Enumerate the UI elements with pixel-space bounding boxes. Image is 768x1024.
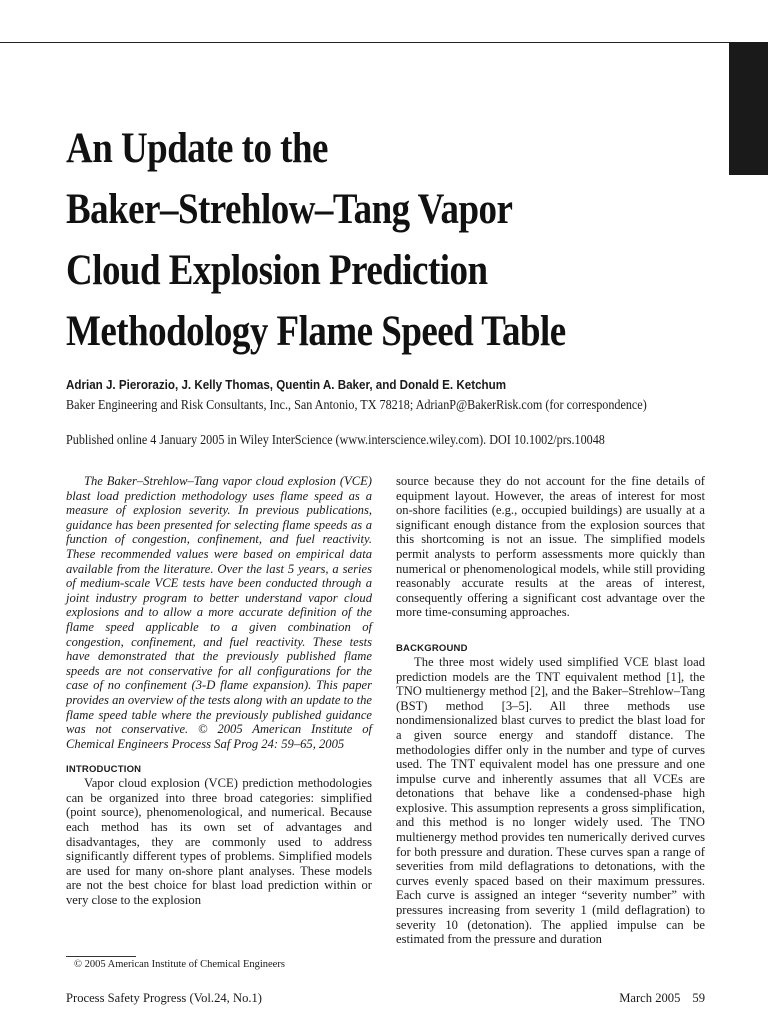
issue-date: March 2005 bbox=[619, 991, 681, 1005]
background-heading: BACKGROUND bbox=[396, 642, 468, 654]
left-column bbox=[66, 474, 372, 908]
section-tab bbox=[729, 42, 768, 175]
top-rule bbox=[0, 42, 729, 43]
background-text: The three most widely used simplified VCE blast load prediction models are the TNT equivalent method [1], the TNO multienergy method [2], and the Baker–Strehlow–Tang (BST) method [3–5]. All three methods use nondimensionalized blast curves to predict the blast load for a given source energy and standoff distance. The methodologies differ only in the number and type of curves used. The TNT equivalent model has one pressure and one impulse curve and inherently assumes that all VCEs are detonations that behave like a condensed-phase high explosive. This assumption represents a gross simplification, and this method is no longer widely used. The TNO multienergy method provides ten numerically derived curves for both pressure and duration. These curves span a range of severities from mild deflagrations to detonations, with the curves evenly spaced based on their maximum pressures. Each curve is assigned an integer “severity number” with pressures increasing from severity 1 (mild deflagration) to severity 10 (detonation). The applied impulse can be estimated from the pressure and duration bbox=[396, 654, 705, 947]
introduction-heading: INTRODUCTION bbox=[66, 764, 142, 776]
introduction-continued: source because they do not account for the fine details of equipment layout. However, the areas of interest for most on-shore facilities (e.g., occupied buildings) are usually at a significant enough distance from the explosion sources that this shortcoming is not an issue. The simplified models permit analysts to perform assessments more quickly than numerical or phenomenological models, while still providing reasonably accurate results at the areas of interest, consequently offering a significant cost advantage over the more time-consuming approaches. bbox=[396, 474, 705, 620]
author-list: Adrian J. Pierorazio, J. Kelly Thomas, Quentin A. Baker, and Donald E. Ketchum bbox=[66, 377, 507, 392]
copyright-footnote: © 2005 American Institute of Chemical Engineers bbox=[74, 959, 285, 970]
page-footer bbox=[619, 991, 705, 1006]
affiliation: Baker Engineering and Risk Consultants, Inc., San Antonio, TX 78218; AdrianP@BakerRisk.com (for correspondence) bbox=[66, 397, 647, 412]
title-line: Methodology Flame Speed Table bbox=[66, 308, 566, 355]
page-number: 59 bbox=[692, 991, 705, 1005]
title-line: Cloud Explosion Prediction bbox=[66, 247, 488, 294]
publication-info: Published online 4 January 2005 in Wiley InterScience (www.interscience.wiley.com). DOI 10.1002/prs.10048 bbox=[66, 432, 605, 447]
journal-footer: Process Safety Progress (Vol.24, No.1) bbox=[66, 991, 263, 1005]
article-title bbox=[66, 118, 616, 362]
right-column bbox=[396, 474, 705, 947]
title-line: Baker–Strehlow–Tang Vapor bbox=[66, 186, 513, 233]
title-line: An Update to the bbox=[66, 125, 328, 172]
introduction-text: Vapor cloud explosion (VCE) prediction methodologies can be organized into three broad categories: simplified (point source), phenomenological, and numerical. Because each method has its own set of advantages and disadvantages, they are commonly used to address significantly different types of problems. Simplified models are used for many on-shore plant analyses. These models are not the best choice for blast load prediction within or very close to the explosion bbox=[66, 776, 372, 908]
footnote-rule bbox=[66, 956, 136, 957]
abstract: The Baker–Strehlow–Tang vapor cloud explosion (VCE) blast load prediction methodology uses flame speed as a measure of explosion severity. In previous publications, guidance has been presented for selecting flame speeds as a function of congestion, confinement, and fuel reactivity. These recommended values were based on empirical data available from the literature. Over the last 5 years, a series of medium-scale VCE tests have been conducted through a joint industry program to better understand vapor cloud explosions and to allow a more accurate definition of the flame speed applicable to a given combination of congestion, confinement, and fuel reactivity. These tests have demonstrated that the previously published flame speeds are not conservative for all configurations for the case of no confinement (3-D flame expansion). This paper provides an overview of the tests along with an update to the flame speed table where the previously published guidance was not conservative. © 2005 American Institute of Chemical Engineers Process Saf Prog 24: 59–65, 2005 bbox=[66, 474, 372, 751]
